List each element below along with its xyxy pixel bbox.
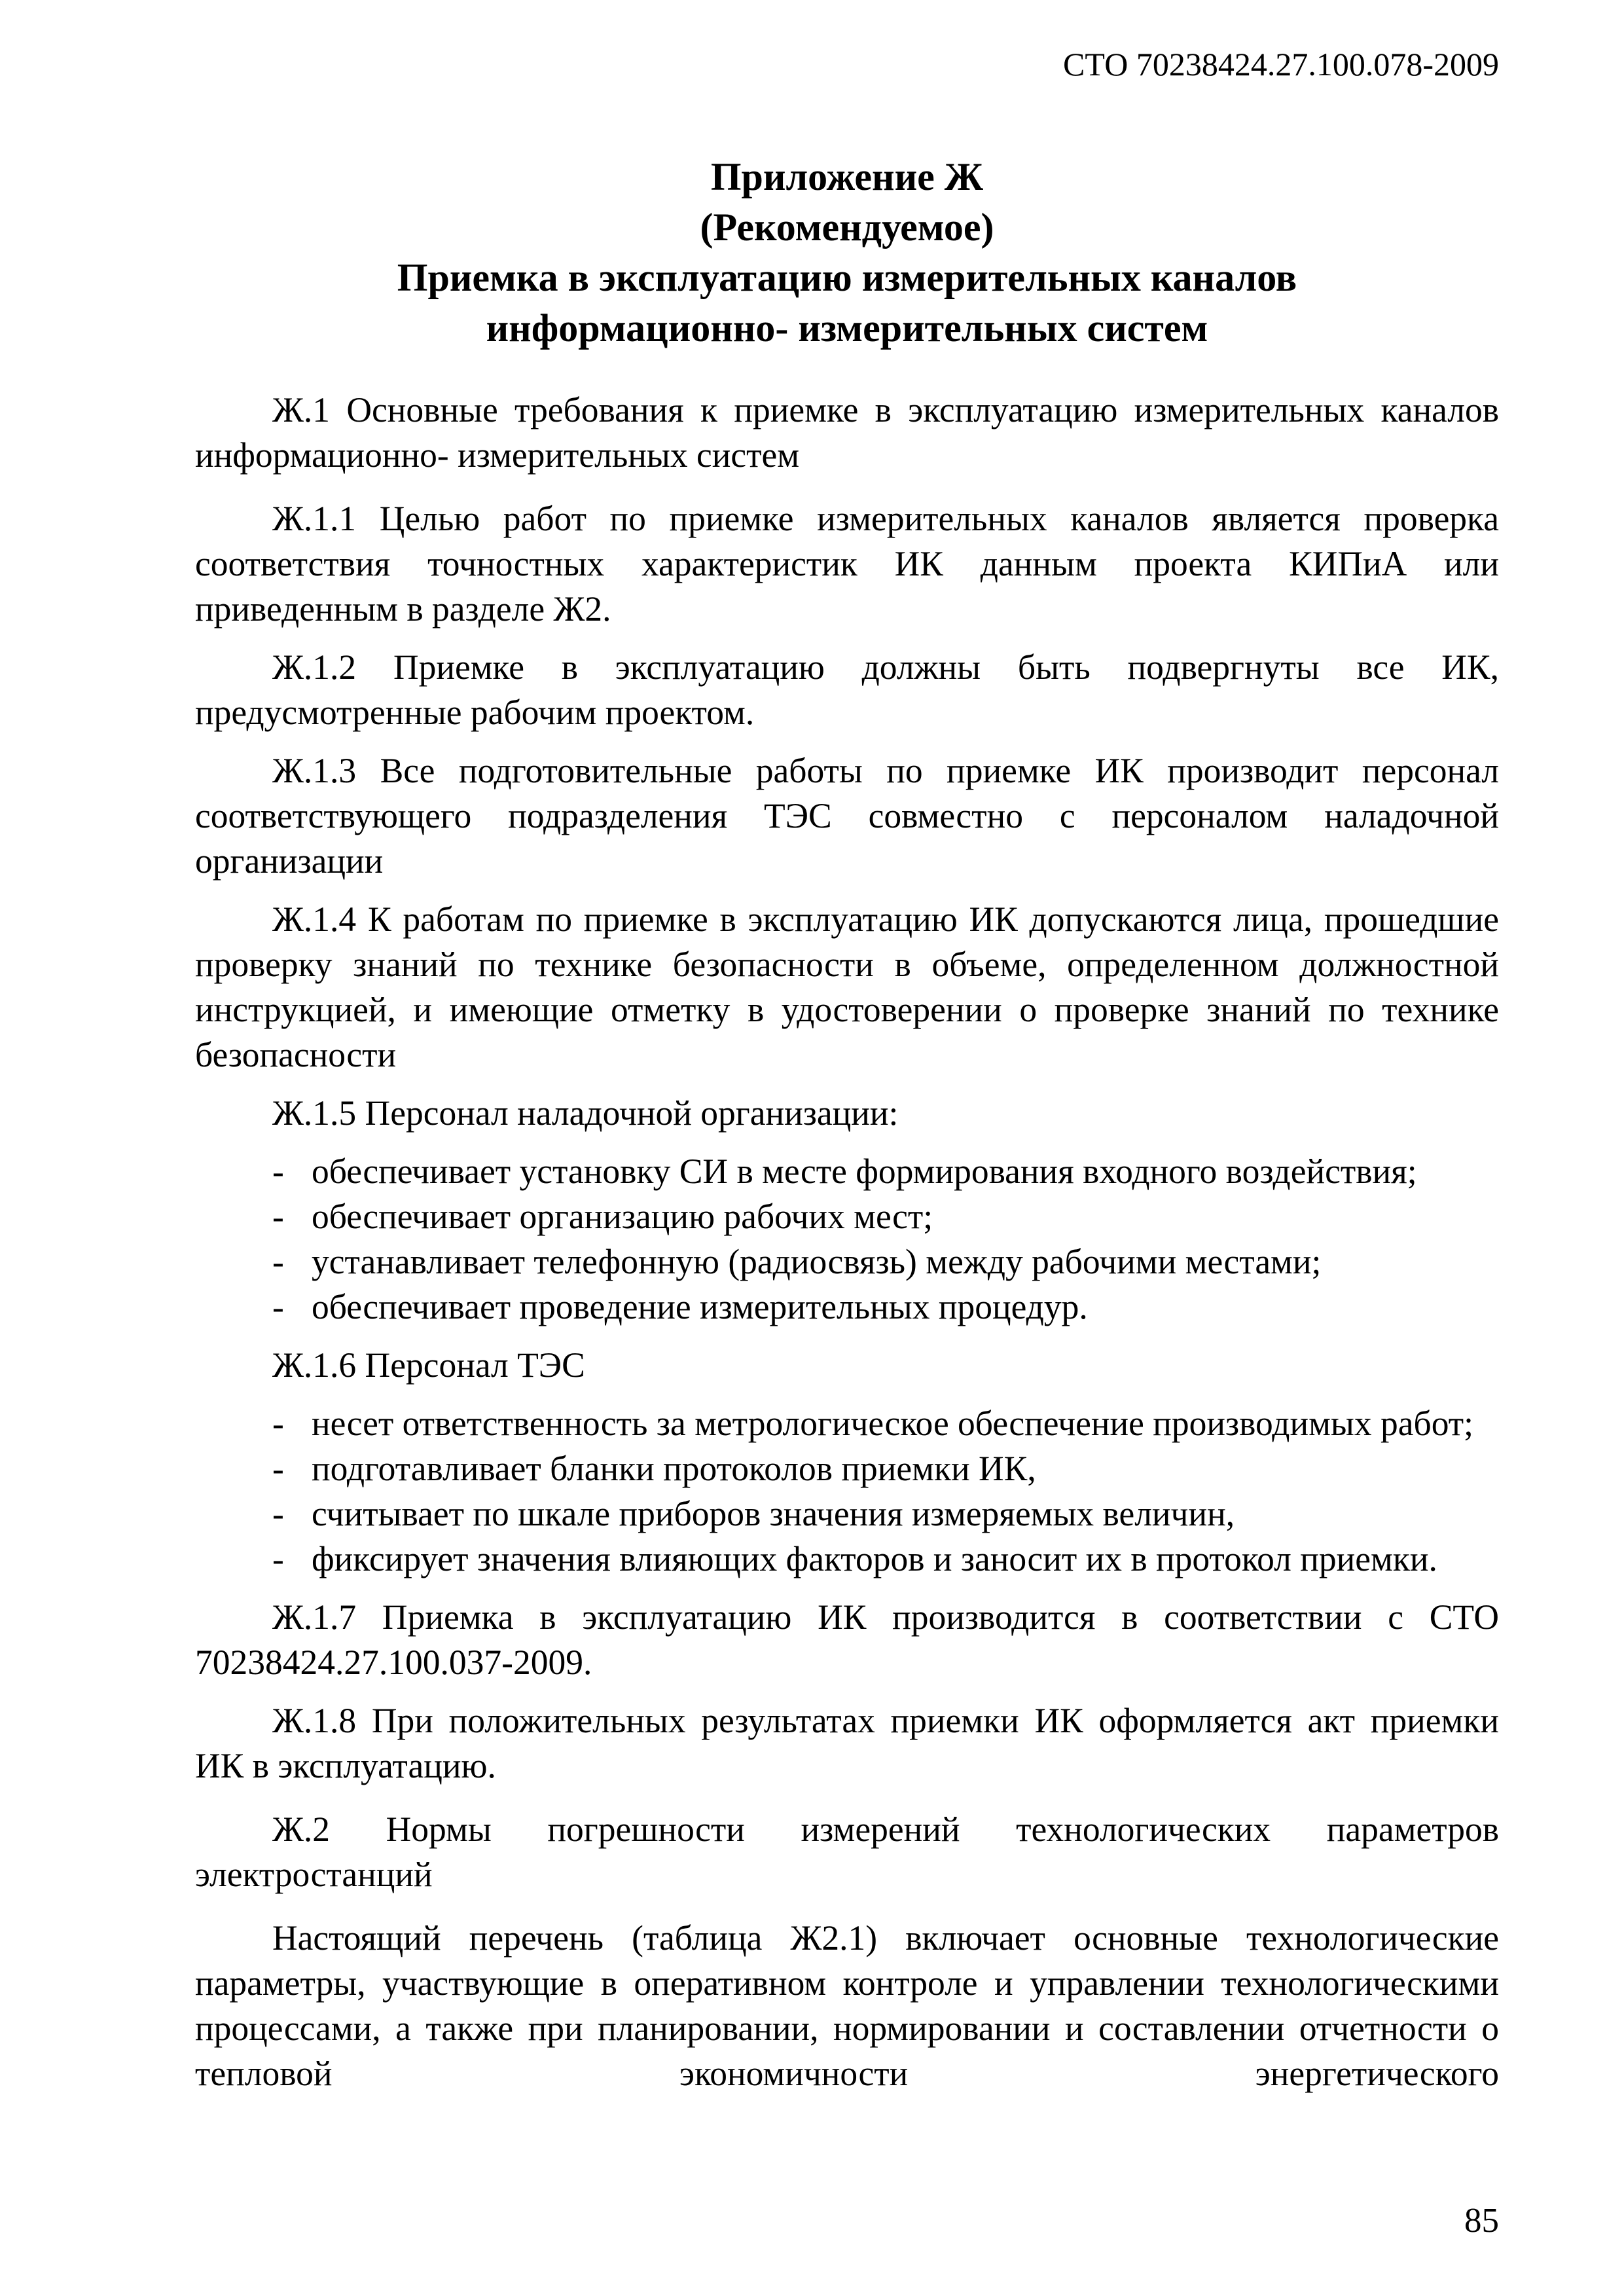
appendix-title-block [195, 152, 1499, 354]
list-item: - считывает по шкале приборов значения измеряемых величин, [272, 1494, 1235, 1533]
paragraph-zh1-5: Ж.1.5 Персонал наладочной организации: [272, 1093, 899, 1133]
document-code: СТО 70238424.27.100.078-2009 [1063, 46, 1499, 82]
document-body [195, 388, 1499, 2096]
list-zh1-5 [195, 1149, 1499, 1330]
paragraph-zh1-1: Ж.1.1 Целью работ по приемке измерительных каналов является проверка соответствия точностных характеристик ИК данным проекта КИПиА или приведенным в разделе Ж2. [195, 499, 1499, 629]
list-zh1-6 [195, 1401, 1499, 1582]
list-item: - обеспечивает организацию рабочих мест; [272, 1197, 933, 1236]
paragraph-zh1-2: Ж.1.2 Приемке в эксплуатацию должны быть подвергнуты все ИК, предусмотренные рабочим проектом. [195, 647, 1499, 732]
list-item: - подготавливает бланки протоколов приемки ИК, [272, 1449, 1036, 1488]
paragraph-zh1-7: Ж.1.7 Приемка в эксплуатацию ИК производится в соответствии с СТО 70238424.27.100.037-2009. [195, 1597, 1499, 1682]
appendix-subject-line-1: Приемка в эксплуатацию измерительных каналов [397, 256, 1297, 299]
list-item: - устанавливает телефонную (радиосвязь) между рабочими местами; [272, 1242, 1322, 1281]
list-item: - фиксирует значения влияющих факторов и заносит их в протокол приемки. [272, 1539, 1437, 1578]
paragraph-zh2-intro: Настоящий перечень (таблица Ж2.1) включает основные технологические параметры, участвующие в оперативном контроле и управлении технологическими процессами, а также при планировании, нормировании и составлении отчетности о тепловой экономичности энергетического [195, 1918, 1499, 2093]
page-number: 85 [1464, 2202, 1499, 2240]
document-page [195, 0, 1499, 2296]
paragraph-zh1-4: Ж.1.4 К работам по приемке в эксплуатацию ИК допускаются лица, прошедшие проверку знаний по технике безопасности в объеме, определенном должностной инструкцией, и имеющие отметку в удостоверении о проверке знаний по технике безопасности [195, 900, 1499, 1074]
list-item: - обеспечивает проведение измерительных процедур. [272, 1287, 1088, 1326]
appendix-subject-line-2: информационно- измерительных систем [486, 306, 1208, 350]
list-item: - несет ответственность за метрологическое обеспечение производимых работ; [272, 1404, 1474, 1443]
section-heading-zh2: Ж.2 Нормы погрешности измерений технологических параметров электростанций [195, 1810, 1499, 1894]
paragraph-zh1-3: Ж.1.3 Все подготовительные работы по приемке ИК производит персонал соответствующего подразделения ТЭС совместно с персоналом наладочной организации [195, 751, 1499, 881]
appendix-title: Приложение Ж [710, 155, 984, 198]
list-item: - обеспечивает установку СИ в месте формирования входного воздействия; [272, 1152, 1417, 1191]
section-heading-zh1: Ж.1 Основные требования к приемке в эксплуатацию измерительных каналов информационно- измерительных систем [195, 390, 1499, 475]
paragraph-zh1-8: Ж.1.8 При положительных результатах приемки ИК оформляется акт приемки ИК в эксплуатацию. [195, 1701, 1499, 1785]
paragraph-zh1-6: Ж.1.6 Персонал ТЭС [272, 1345, 585, 1385]
appendix-status: (Рекомендуемое) [700, 206, 994, 249]
